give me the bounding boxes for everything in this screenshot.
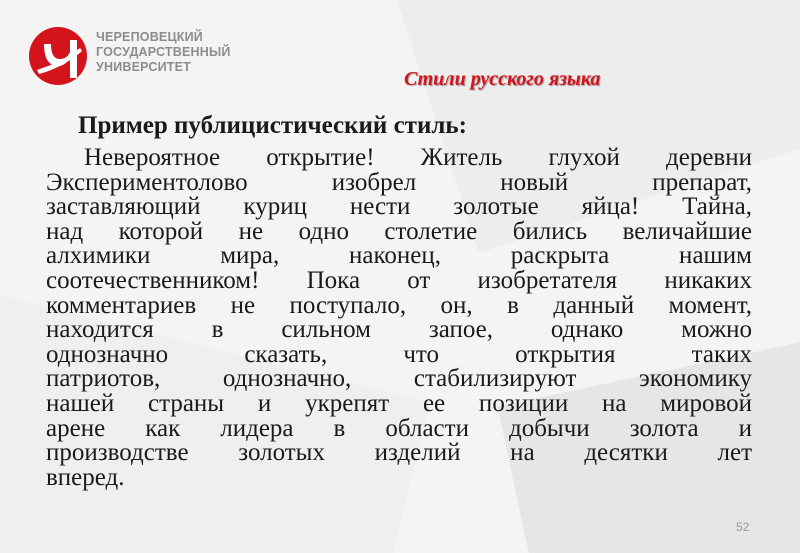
text-line: производстве золотых изделий на десятки лет [46, 439, 752, 467]
university-name-line: ГОСУДАРСТВЕННЫЙ [96, 45, 231, 59]
text-line: комментариев не поступало, он, в данный момент, [46, 291, 752, 319]
page-number: 52 [736, 520, 750, 534]
example-text [46, 146, 752, 490]
university-logo-icon [28, 26, 88, 86]
text-line: патриотов, однозначно, стабилизируют экономику [46, 365, 752, 393]
text-line: арене как лидера в области добычи золота и [46, 414, 752, 442]
university-name-line: УНИВЕРСИТЕТ [96, 60, 191, 74]
text-line: находится в сильном запое, однако можно [46, 316, 752, 344]
text-line: соотечественником! Пока от изобретателя никаких [46, 266, 752, 294]
text-line: алхимики мира, наконец, раскрыта нашим [46, 242, 752, 270]
example-heading: Пример публицистический стиль: [78, 112, 467, 139]
text-line: нашей страны и укрепят ее позиции на мировой [46, 389, 752, 417]
text-line: над которой не одно столетие бились величайшие [46, 217, 752, 245]
text-line: вперед. [46, 463, 125, 491]
university-name [96, 30, 231, 75]
university-name-line: ЧЕРЕПОВЕЦКИЙ [96, 30, 203, 44]
text-line: Экспериментолово изобрел новый препарат, [46, 168, 752, 196]
text-line: однозначно сказать, что открытия таких [46, 340, 752, 368]
text-line: заставляющий куриц нести золотые яйца! Тайна, [46, 193, 752, 221]
text-line: Невероятное открытие! Житель глухой деревни [84, 144, 752, 171]
slide-title: Стили русского языка [404, 68, 601, 90]
